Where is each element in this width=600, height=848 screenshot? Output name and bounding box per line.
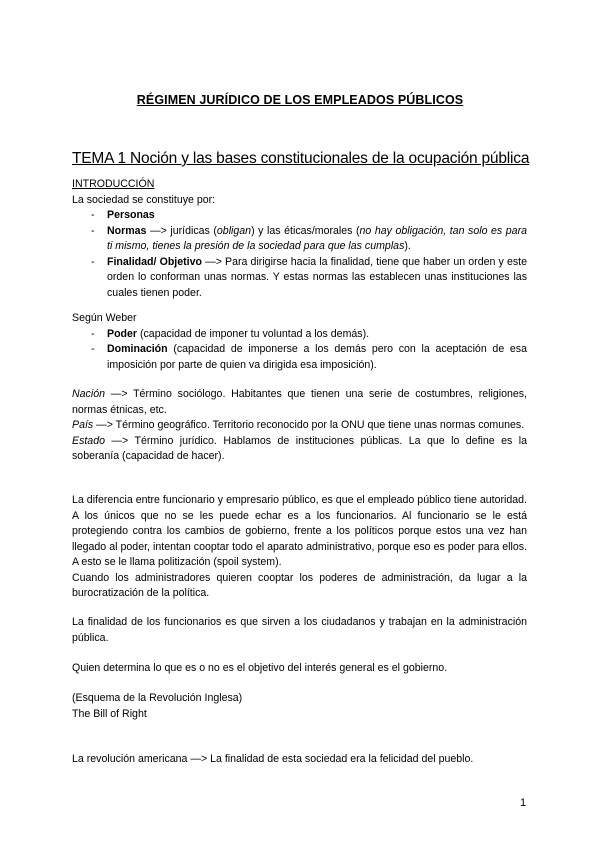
paragraph: La finalidad de los funcionarios es que sirven a los ciudadanos y trabajan en la administración pública.: [72, 616, 527, 644]
list-item: [72, 342, 527, 373]
definition: [72, 434, 527, 465]
item-italic: no hay obligación, tan solo es para ti mismo, tienes la presión de la sociedad para que las cumplas: [107, 224, 527, 252]
list-item: [72, 224, 527, 255]
intro-text: La sociedad se constituye por:: [72, 193, 216, 206]
definitions-section: [72, 387, 527, 465]
weber-section: [72, 311, 527, 373]
item-term: Finalidad/ Objetivo: [107, 255, 202, 268]
document-title: RÉGIMEN JURÍDICO DE LOS EMPLEADOS PÚBLICOS: [136, 93, 464, 107]
page-number: 1: [520, 797, 527, 809]
dash-bullet: -: [91, 327, 95, 340]
government-paragraph: [72, 661, 527, 677]
dash-bullet: -: [91, 343, 95, 355]
list-item: [72, 327, 527, 343]
functionary-section: [72, 493, 527, 602]
list-item: [72, 208, 527, 224]
paragraph: Cuando los administradores quieren cooptar los poderes de administración, da lugar a la burocratización de la política.: [72, 571, 527, 599]
paragraph: (Esquema de la Revolución Inglesa): [72, 692, 243, 704]
item-term: Poder: [107, 327, 138, 340]
paragraph: La revolución americana —> La finalidad de esta sociedad era la felicidad del pueblo.: [72, 753, 474, 765]
definition: [72, 387, 527, 418]
american-revolution-paragraph: [72, 752, 527, 768]
society-list: [72, 208, 527, 301]
intro-section: [72, 177, 527, 301]
definition-text: —> Término sociólogo. Habitantes que tienen una serie de costumbres, religiones, normas étnicas, etc.: [72, 388, 527, 416]
definition-term: Nación: [72, 388, 105, 400]
item-term: Personas: [107, 209, 155, 221]
dash-bullet: -: [91, 255, 95, 268]
item-text: ).: [404, 240, 411, 252]
section-heading: TEMA 1 Noción y las bases constitucionales de la ocupación pública: [72, 150, 530, 167]
purpose-paragraph: [72, 615, 527, 646]
paragraph: Quien determina lo que es o no es el objetivo del interés general es el gobierno.: [72, 662, 448, 674]
weber-list: [72, 327, 527, 374]
definition-term: País: [72, 419, 94, 431]
item-text: (capacidad de imponerse a los demás pero con la aceptación de esa imposición por parte de quien va dirigida esa imposición).: [107, 343, 527, 371]
definition-term: Estado: [72, 434, 105, 447]
item-text: (capacidad de imponer tu voluntad a los demás).: [137, 327, 370, 340]
item-term: Normas: [107, 224, 147, 237]
definition: [72, 418, 527, 434]
item-italic: obligan: [216, 224, 252, 237]
intro-label: INTRODUCCIÓN: [72, 178, 155, 190]
paragraph: La diferencia entre funcionario y empresario público, es que el empleado público tiene autoridad. A los únicos que no se les puede echar es a los funcionarios. Al funcionario se le está protegiendo contra los cambios de gobierno, frente a los políticos porque estos una vez han llegado al poder, intentan cooptar todo el aparato administrativo, porque eso es poder para ellos. A esto se le llama politización (spoil system).: [72, 494, 527, 568]
revolution-notes: [72, 691, 527, 722]
item-text: —> jurídicas (: [146, 224, 217, 237]
dash-bullet: -: [91, 224, 95, 237]
definition-text: —> Término geográfico. Territorio reconocido por la ONU que tiene unas normas comunes.: [93, 419, 525, 431]
item-term: Dominación: [107, 343, 168, 355]
list-item: [72, 255, 527, 302]
item-text: —> Para dirigirse hacia la finalidad, tiene que haber un orden y este orden lo conforman unas normas. Y estas normas las establecen unas instituciones las cuales tienen poder.: [107, 255, 527, 299]
paragraph: The Bill of Right: [72, 707, 147, 720]
item-text: ) y las éticas/morales (: [251, 224, 360, 237]
dash-bullet: -: [91, 209, 95, 221]
weber-label: Según Weber: [72, 312, 137, 324]
definition-text: —> Término jurídico. Hablamos de instituciones públicas. La que lo define es la soberanía (capacidad de hacer).: [72, 434, 527, 462]
